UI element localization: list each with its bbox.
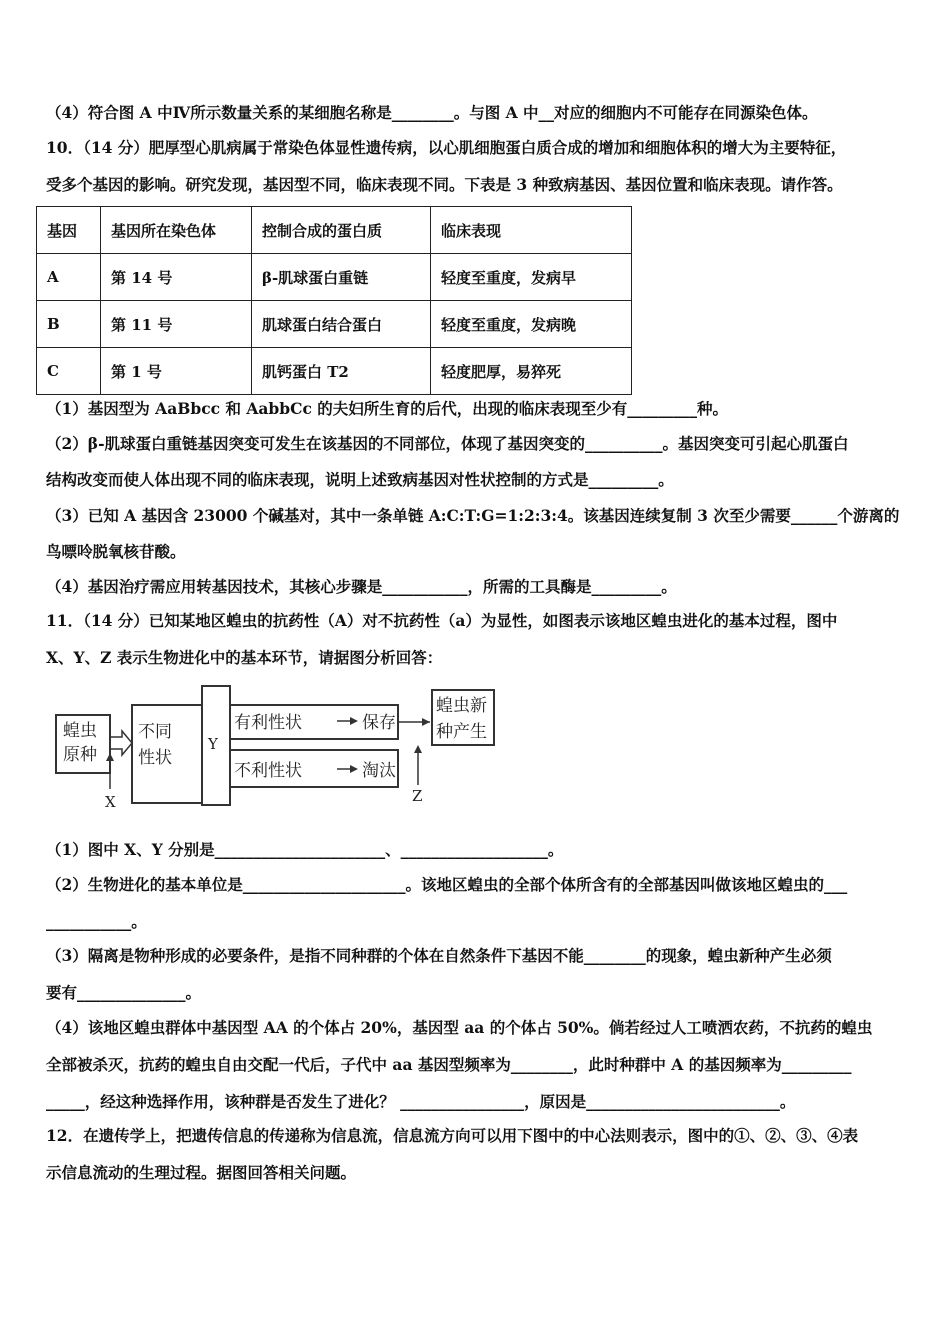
new-species-label-2: 种产生	[436, 722, 487, 742]
q11-4-text-line2: 全部被杀灭，抗药的蝗虫自由交配一代后，子代中 aa 基因型频率为________，此时种群中 A 的基因频率为_________	[46, 1055, 852, 1074]
arrow-head-icon	[106, 753, 114, 761]
arrow-head-icon	[350, 765, 358, 773]
q11-stem-line2: X、Y、Z 表示生物进化中的基本环节，请据图分析回答：	[46, 648, 443, 667]
table-cell: 第 11 号	[101, 301, 252, 348]
favorable-label: 有利性状	[234, 713, 302, 733]
q11-3-text-line1: （3）隔离是物种形成的必要条件，是指不同种群的个体在自然条件下基因不能________的现象，蝗虫新种产生必须	[46, 946, 832, 965]
unfavorable-label: 不利性状	[234, 761, 302, 781]
q10-3-text-line2: 鸟嘌呤脱氧核苷酸。	[46, 542, 186, 561]
q12-stem-line2: 示信息流动的生理过程。据图回答相关问题。	[46, 1163, 357, 1182]
y-label: Y	[208, 735, 218, 753]
q10-stem-line1: 10．（14 分）肥厚型心肌病属于常染色体显性遗传病，以心肌细胞蛋白质合成的增加和细胞体积的增大为主要特征，	[46, 138, 847, 157]
q9-4-text: （4）符合图 A 中Ⅳ所示数量关系的某细胞名称是________。与图 A 中__对应的细胞内不可能存在同源染色体。	[46, 103, 818, 122]
new-species-label-1: 蝗虫新	[436, 696, 487, 716]
q11-1-text: （1）图中 X、Y 分别是______________________、___________________。	[46, 840, 564, 859]
variation-label-1: 不同	[138, 722, 172, 742]
table-header-cell: 控制合成的蛋白质	[252, 207, 431, 254]
q10-2-text-line2: 结构改变而使人体出现不同的临床表现，说明上述致病基因对性状控制的方式是_________。	[46, 470, 674, 489]
table-header-cell: 基因	[37, 207, 101, 254]
q11-4-text-line1: （4）该地区蝗虫群体中基因型 AA 的个体占 20%，基因型 aa 的个体占 50%。倘若经过人工喷洒农药，不抗药的蝗虫	[46, 1018, 873, 1037]
q11-2-text-line1: （2）生物进化的基本单位是_____________________。该地区蝗虫的全部个体所含有的全部基因叫做该地区蝗虫的___	[46, 875, 848, 894]
q11-stem-line1: 11．（14 分）已知某地区蝗虫的抗药性（A）对不抗药性（a）为显性，如图表示该地区蝗虫进化的基本过程，图中	[46, 611, 838, 630]
table-cell: 轻度至重度，发病早	[431, 254, 632, 301]
z-label: Z	[412, 787, 423, 805]
table-header-cell: 基因所在染色体	[101, 207, 252, 254]
q10-2-text-line1: （2）β-肌球蛋白重链基因突变可发生在该基因的不同部位，体现了基因突变的__________。基因突变可引起心肌蛋白	[46, 434, 849, 453]
x-label: X	[105, 793, 116, 811]
table-cell: B	[37, 301, 101, 348]
table-cell: 肌钙蛋白 T2	[252, 348, 431, 395]
hollow-arrow-icon	[110, 731, 132, 755]
table-header-cell: 临床表现	[431, 207, 632, 254]
original-species-label-1: 蝗虫	[63, 721, 97, 741]
q10-4-text: （4）基因治疗需应用转基因技术，其核心步骤是___________，所需的工具酶是_________。	[46, 577, 677, 596]
q11-4-text-line3: _____，经这种选择作用，该种群是否发生了进化？ ________________，原因是_________________________。	[46, 1092, 796, 1111]
q11-2-text-line2: ___________。	[46, 912, 147, 931]
original-species-label-2: 原种	[63, 745, 97, 765]
table-cell: β-肌球蛋白重链	[252, 254, 431, 301]
arrow-head-icon	[422, 718, 430, 726]
table-cell: C	[37, 348, 101, 395]
arrow-head-icon	[414, 745, 422, 753]
q10-stem-line2: 受多个基因的影响。研究发现，基因型不同，临床表现不同。下表是 3 种致病基因、基因位置和临床表现。请作答。	[46, 175, 843, 194]
table-cell: 第 14 号	[101, 254, 252, 301]
q12-stem-line1: 12．在遗传学上，把遗传信息的传递称为信息流，信息流方向可以用下图中的中心法则表示，图中的①、②、③、④表	[46, 1126, 859, 1145]
table-row	[37, 301, 632, 348]
table-cell: 轻度至重度，发病晚	[431, 301, 632, 348]
evolution-diagram	[50, 683, 500, 813]
q11-3-text-line2: 要有______________。	[46, 983, 202, 1002]
gene-table	[36, 206, 632, 395]
q10-1-text: （1）基因型为 AaBbcc 和 AabbCc 的夫妇所生育的后代，出现的临床表现至少有_________种。	[46, 399, 729, 418]
table-cell: 轻度肥厚，易猝死	[431, 348, 632, 395]
eliminated-label: 淘汰	[362, 761, 396, 781]
table-row	[37, 254, 632, 301]
variation-label-2: 性状	[138, 748, 172, 768]
table-cell: 第 1 号	[101, 348, 252, 395]
table-cell: A	[37, 254, 101, 301]
table-row	[37, 348, 632, 395]
q10-3-text-line1: （3）已知 A 基因含 23000 个碱基对，其中一条单链 A:C:T:G=1:2:3:4。该基因连续复制 3 次至少需要______个游离的	[46, 506, 900, 525]
preserved-label: 保存	[362, 713, 396, 733]
table-header-row	[37, 207, 632, 254]
arrow-head-icon	[350, 717, 358, 725]
table-cell: 肌球蛋白结合蛋白	[252, 301, 431, 348]
